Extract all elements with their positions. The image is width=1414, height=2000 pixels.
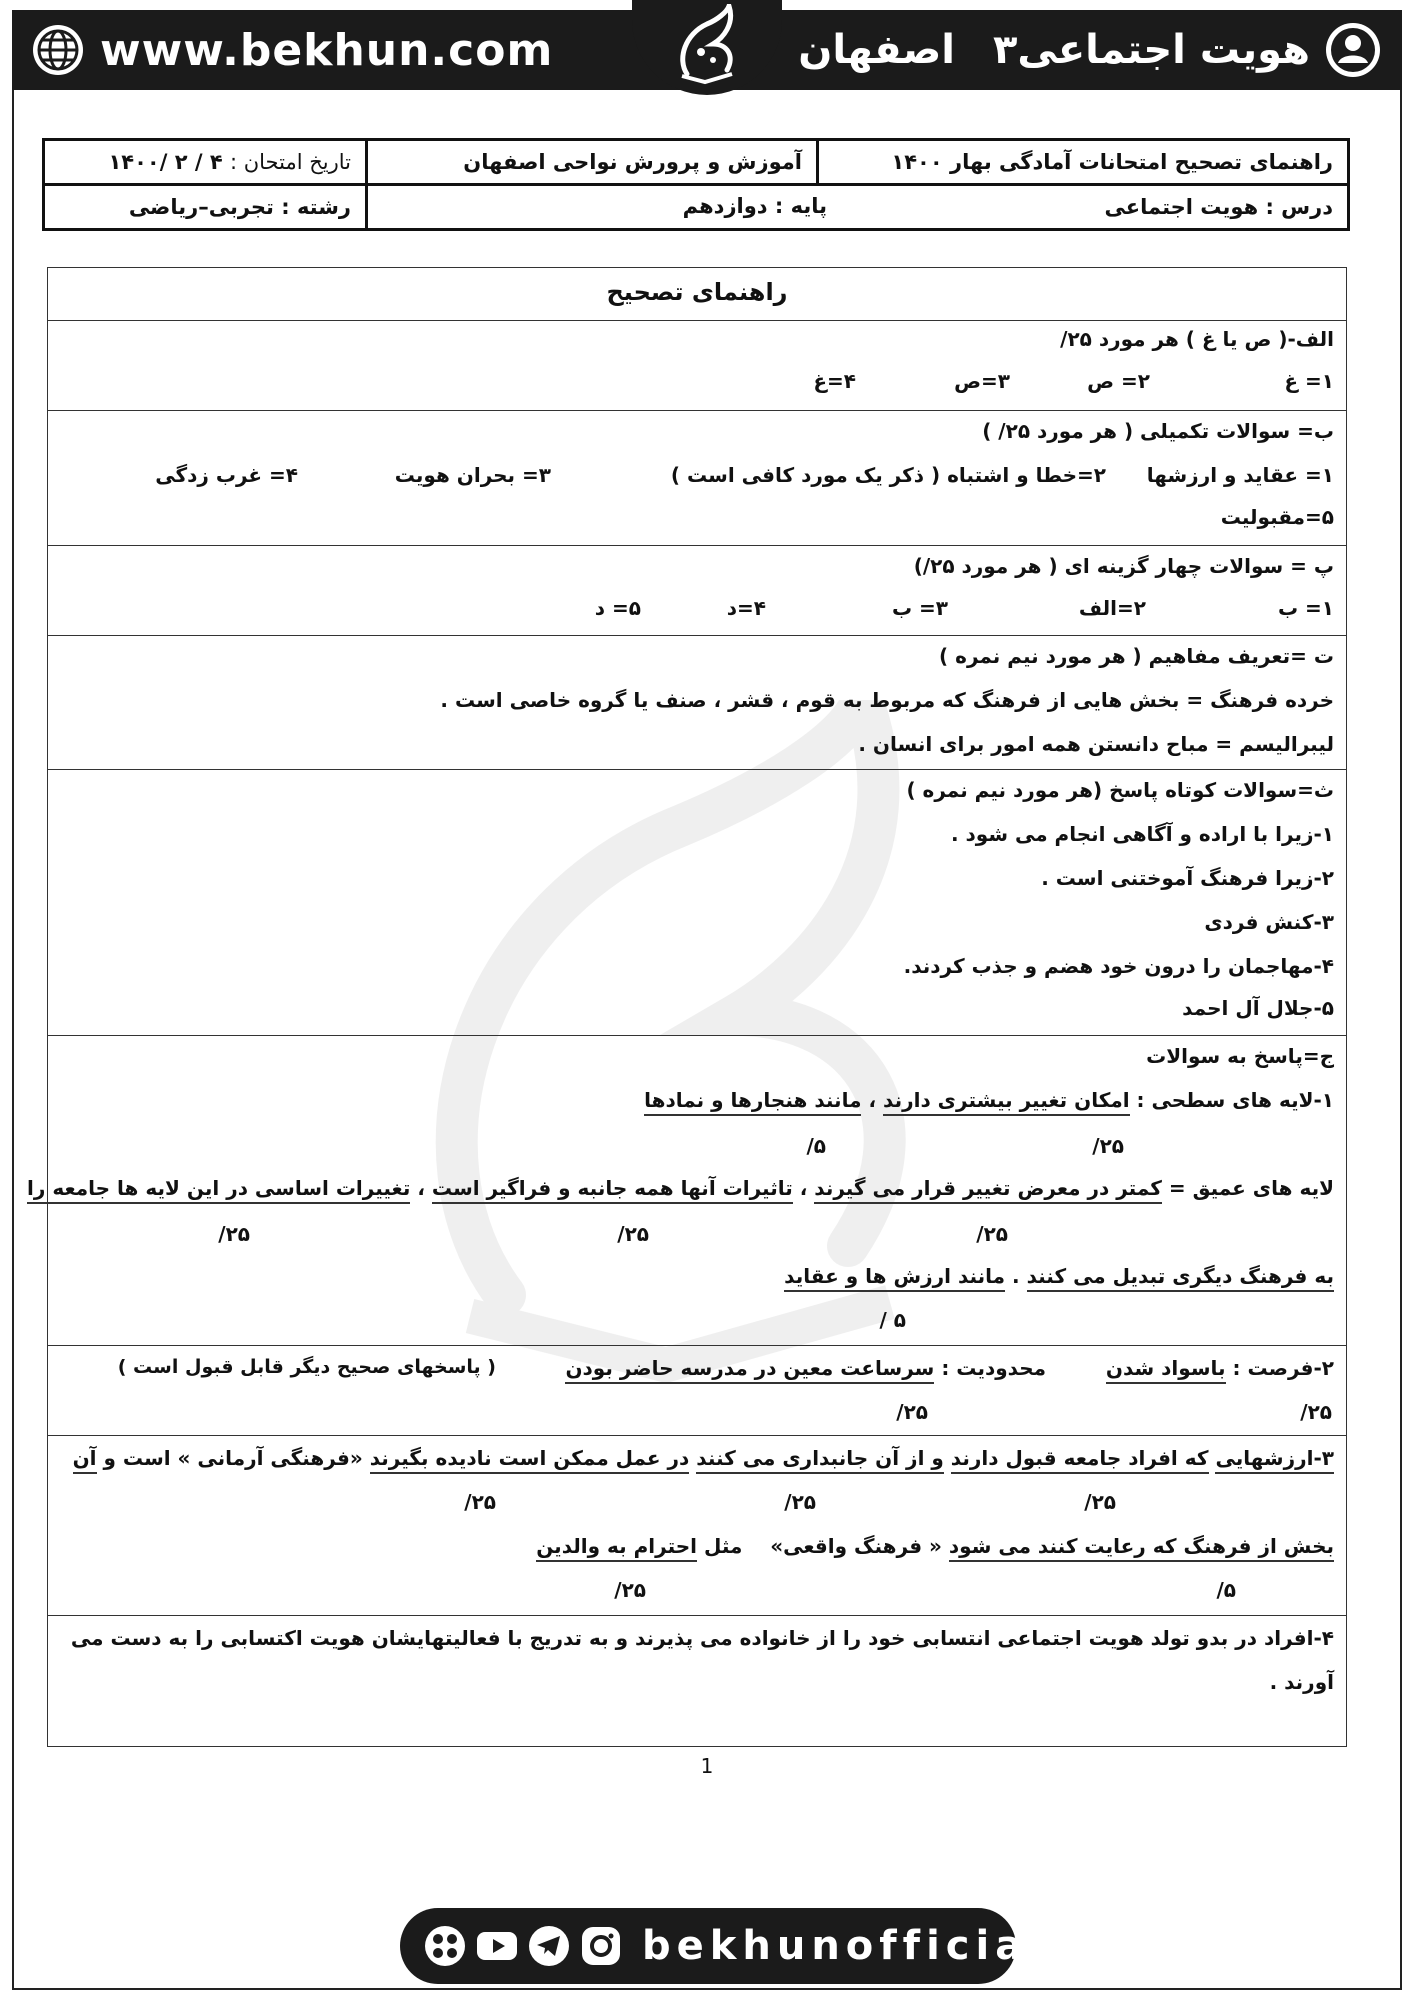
q1-separator: ، <box>868 1088 877 1112</box>
q1-score-4: ۲۵/ <box>617 1222 649 1246</box>
correction-guide <box>27 267 1347 1747</box>
q1-score-2: ۵/ <box>806 1134 826 1158</box>
section-se <box>48 769 1346 1035</box>
jim-heading: ج=پاسخ به سوالات <box>1146 1044 1334 1068</box>
q3-score-2: ۲۵/ <box>784 1490 816 1514</box>
te-heading: ت =تعریف مفاهیم ( هر مورد نیم نمره ) <box>939 644 1334 668</box>
q1-surface-answer-2: مانند هنجارها و نمادها <box>644 1088 861 1116</box>
q3-answer-4: در عمل ممکن است نادیده بگیرند <box>370 1446 690 1474</box>
q1-deep-label: لایه های عمیق = <box>1168 1176 1334 1200</box>
se-answer-5: ۵-جلال آل احمد <box>1182 996 1334 1020</box>
jim-q3-line-2 <box>536 1534 1334 1558</box>
q3-score-4: ۵/ <box>1216 1578 1236 1602</box>
section-jim-q3 <box>48 1435 1346 1615</box>
user-icon <box>1324 21 1382 79</box>
q2-score-1: ۲۵/ <box>1300 1400 1332 1424</box>
be-answer-2: ۲=خطا و اشتباه ( ذکر یک مورد کافی است ) <box>670 463 1106 487</box>
jim-q1-line-2: لایه های عمیق = کمتر در معرض تغییر قرار می گیرند ، تاثیرات آنها همه جانبه و فراگیر است ، تغییرات اساسی در این لایه ها جامعه را <box>27 1176 1334 1200</box>
te-definition-2: لیبرالیسم = مباح دانستن همه امور برای انسان . <box>858 732 1334 756</box>
social-handle: bekhunofficial <box>642 1923 1048 1969</box>
date-label: تاریخ امتحان : <box>229 150 351 174</box>
grade-text: پایه : دوازدهم <box>682 194 827 218</box>
q3-answer-5: آن <box>73 1446 97 1474</box>
be-answer-1: ۱= عقاید و ارزشها <box>1146 463 1334 487</box>
q3-answer-2: که افراد جامعه قبول دارند <box>951 1446 1209 1474</box>
be-answer-3: ۳= بحران هویت <box>394 463 551 487</box>
alef-answer-4: ۴=غ <box>813 369 856 393</box>
aparat-icon[interactable] <box>422 1923 468 1969</box>
page-number: 1 <box>700 1754 714 1778</box>
q2-limitation-answer: سرساعت معین در مدرسه حاضر بودن <box>565 1356 934 1384</box>
instagram-icon[interactable] <box>578 1923 624 1969</box>
social-icons <box>422 1923 624 1969</box>
q3-score-3: ۲۵/ <box>464 1490 496 1514</box>
section-jim-q1 <box>27 1035 1346 1345</box>
jim-q2-opportunity <box>1106 1356 1334 1380</box>
q2-opportunity-answer: باسواد شدن <box>1106 1356 1226 1384</box>
pe-answer-1: ۱= ب <box>1277 596 1334 620</box>
social-footer[interactable] <box>400 1908 1048 1984</box>
q3-ideal-culture: «فرهنگی آرمانی » است و <box>103 1446 363 1470</box>
guide-title-text: راهنمای تصحیح امتحانات آمادگی بهار ۱۴۰۰ <box>891 150 1333 174</box>
heading-subject: هویت اجتماعی۳ <box>992 27 1310 73</box>
field-cell <box>44 185 367 230</box>
q1-deep-answer-4: به فرهنگ دیگری تبدیل می کنند <box>1027 1264 1334 1292</box>
alef-heading: الف-( ص یا غ ) هر مورد ۲۵/ <box>1060 327 1334 351</box>
pe-answer-4: ۴=د <box>726 596 766 620</box>
q3-answer-6: بخش از فرهنگ که رعایت کنند می شود <box>949 1534 1334 1562</box>
pe-answer-3: ۳= ب <box>891 596 948 620</box>
jim-q2-limitation <box>565 1356 1046 1380</box>
se-answer-3: ۳-کنش فردی <box>1204 910 1334 934</box>
alef-answer-2: ۲= ص <box>1087 369 1150 393</box>
q3-answer-3: و از آن جانبداری می کنند <box>696 1446 944 1474</box>
q1-deep-answer-2: تاثیرات آنها همه جانبه و فراگیر است <box>432 1176 793 1204</box>
guide-title-cell <box>818 140 1349 185</box>
q1-surface-answer-1: امکان تغییر بیشتری دارند <box>883 1088 1130 1116</box>
q3-score-5: ۲۵/ <box>614 1578 646 1602</box>
globe-icon <box>30 22 86 78</box>
organization-cell <box>367 140 818 185</box>
se-heading: ث=سوالات کوتاه پاسخ (هر مورد نیم نمره ) <box>906 778 1334 802</box>
q3-example-label: مثل <box>703 1534 743 1558</box>
be-answer-5: ۵=مقبولیت <box>1220 505 1334 529</box>
q2-note: ( پاسخهای صحیح دیگر قابل قبول است ) <box>117 1356 496 1378</box>
course-grade-cell <box>367 185 1349 230</box>
section-be <box>48 410 1346 545</box>
pe-heading: پ = سوالات چهار گزینه ای ( هر مورد ۲۵/) <box>913 554 1334 578</box>
jim-q1-line-1 <box>644 1088 1334 1112</box>
exam-date-cell <box>44 140 367 185</box>
q1-score-1: ۲۵/ <box>1092 1134 1124 1158</box>
q2-limitation-label: محدودیت : <box>941 1356 1046 1380</box>
q1-surface-label: ۱-لایه های سطحی : <box>1136 1088 1334 1112</box>
q1-score-5: ۲۵/ <box>218 1222 250 1246</box>
q1-deep-answer-5: مانند ارزش ها و عقاید <box>784 1264 1005 1292</box>
logo-mark <box>657 4 757 90</box>
q2-opportunity-label: ۲-فرصت : <box>1232 1356 1334 1380</box>
website-url: www.bekhun.com <box>100 24 554 76</box>
se-answer-2: ۲-زیرا فرهنگ آموختنی است . <box>1041 866 1334 890</box>
section-jim-q4 <box>48 1615 1346 1748</box>
q1-score-3: ۲۵/ <box>976 1222 1008 1246</box>
telegram-icon[interactable] <box>526 1923 572 1969</box>
be-answer-4: ۴= غرب زدگی <box>155 463 298 487</box>
se-answer-1: ۱-زیرا با اراده و آگاهی انجام می شود . <box>950 822 1334 846</box>
se-answer-4: ۴-مهاجمان را درون خود هضم و جذب کردند. <box>903 954 1334 978</box>
youtube-icon[interactable] <box>474 1923 520 1969</box>
jim-q4-line-2: آورند . <box>1269 1670 1334 1694</box>
alef-answer-3: ۳=ص <box>954 369 1010 393</box>
jim-q3-line-1 <box>73 1446 1334 1470</box>
section-te <box>48 635 1346 769</box>
q3-score-1: ۲۵/ <box>1084 1490 1116 1514</box>
page-heading <box>798 22 1382 78</box>
jim-q4-line-1: ۴-افراد در بدو تولد هویت اجتماعی انتسابی خود را از خانواده می پذیرند و به تدریج با فعالیتهایشان هویت اکتسابی را به دست می <box>70 1626 1334 1650</box>
organization-text: آموزش و پرورش نواحی اصفهان <box>463 150 802 174</box>
exam-info-table <box>42 138 1350 231</box>
q3-answer-7: احترام به والدین <box>536 1534 697 1562</box>
q1-deep-answer-1: کمتر در معرض تغییر قرار می گیرند <box>814 1176 1162 1204</box>
q1-score-6: ۵ / <box>879 1308 906 1332</box>
q3-real-culture: « فرهنگ واقعی» <box>770 1534 942 1558</box>
section-alef <box>48 320 1346 410</box>
alef-answer-1: ۱= غ <box>1284 369 1334 393</box>
website-link[interactable] <box>30 22 553 78</box>
heading-city: اصفهان <box>798 27 955 73</box>
q2-score-2: ۲۵/ <box>896 1400 928 1424</box>
pe-answer-2: ۲=الف <box>1078 596 1146 620</box>
q1-deep-answer-3: تغییرات اساسی در این لایه ها جامعه را <box>27 1176 410 1204</box>
q3-answer-1: ۳-ارزشهایی <box>1215 1446 1334 1474</box>
te-definition-1: خرده فرهنگ = بخش هایی از فرهنگ که مربوط به قوم ، قشر ، صنف یا گروه خاصی است . <box>440 688 1334 712</box>
course-text: درس : هویت اجتماعی <box>1104 195 1333 219</box>
date-value: ۴ / ۲ /۱۴۰۰ <box>108 150 223 174</box>
section-jim-q2 <box>48 1345 1346 1435</box>
field-text: رشته : تجربی–ریاضی <box>128 195 351 219</box>
section-pe <box>48 545 1346 635</box>
be-heading: ب= سوالات تکمیلی ( هر مورد ۲۵/ ) <box>982 419 1334 443</box>
guide-heading: راهنمای تصحیح <box>606 278 788 306</box>
jim-q1-line-3: به فرهنگ دیگری تبدیل می کنند . مانند ارزش ها و عقاید <box>784 1264 1334 1288</box>
pe-answer-5: ۵= د <box>594 596 641 620</box>
